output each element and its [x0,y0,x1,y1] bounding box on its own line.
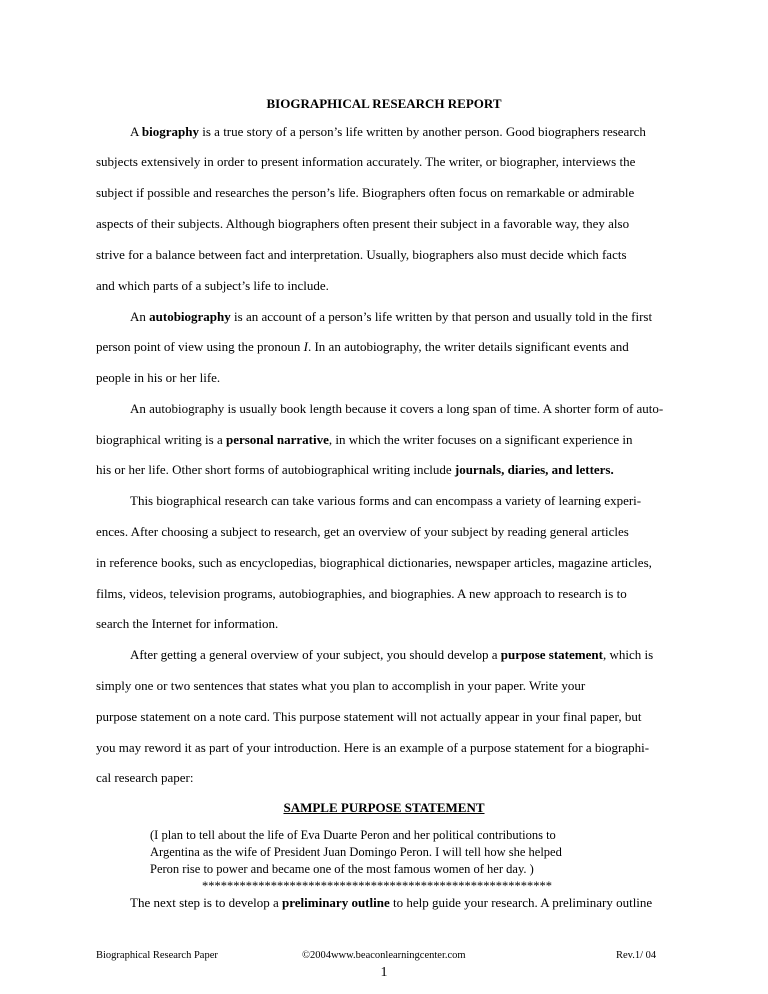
p5-line-3: purpose statement on a note card. This purpose statement will not actually appear in your final paper, but [96,709,642,724]
term-autobiography: autobiography [149,309,231,324]
text: A [130,124,142,139]
p3-line-2 [96,433,632,446]
p6-line-1 [130,896,652,909]
text: person point of view using the pronoun [96,339,304,354]
p1-line-6: and which parts of a subject’s life to include. [96,278,329,293]
p1-line-2: subjects extensively in order to present information accurately. The writer, or biographer, interviews the [96,154,636,169]
sample-line-1: (I plan to tell about the life of Eva Duarte Peron and her political contributions to [150,828,556,842]
p2-line-3: people in his or her life. [96,370,221,385]
p1-line-4: aspects of their subjects. Although biographers often present their subject in a favorable way, they also [96,216,630,231]
term-personal-narrative: personal narrative [225,432,329,447]
term-purpose-statement: purpose statement [500,647,603,662]
p2-line-2 [96,340,629,353]
text: is a true story of a person’s life written by another person. Good biographers research [199,124,646,139]
sample-line-3: Peron rise to power and became one of the most famous women of her day. ) [150,862,534,876]
text: to help guide your research. A preliminary outline [389,895,653,910]
p2-line-1 [130,310,652,323]
p1-line-3: subject if possible and researches the person’s life. Biographers often focus on remarkable or admirable [96,185,635,200]
p4-line-2: ences. After choosing a subject to research, get an overview of your subject by reading general articles [96,524,629,539]
p1-line-1 [130,125,646,138]
p5-line-2: simply one or two sentences that states what you plan to accomplish in your paper. Write your [96,678,586,693]
p5-line-4: you may reword it as part of your introduction. Here is an example of a purpose statement for a biographi- [96,740,650,755]
page-number: 1 [380,965,388,980]
text: , in which the writer focuses on a significant experience in [328,432,633,447]
text: After getting a general overview of your subject, you should develop a [130,647,501,662]
p4-line-3: in reference books, such as encyclopedias, biographical dictionaries, newspaper articles, magazine articles, [96,555,652,570]
document-title: BIOGRAPHICAL RESEARCH REPORT [266,96,502,111]
footer-right: Rev.1/ 04 [616,950,657,961]
text: . In an autobiography, the writer details significant events and [307,339,629,354]
footer-left: Biographical Research Paper [96,950,218,961]
term-biography: biography [141,124,199,139]
text: The next step is to develop a [130,895,282,910]
p1-line-5: strive for a balance between fact and interpretation. Usually, biographers also must decide which facts [96,247,627,262]
term-journals: journals, diaries, and letters. [454,462,614,477]
p3-line-3 [96,463,614,476]
p4-line-1: This biographical research can take various forms and can encompass a variety of learning experi- [130,493,642,508]
p5-line-1 [130,648,653,661]
sample-title: SAMPLE PURPOSE STATEMENT [283,800,485,815]
term-preliminary-outline: preliminary outline [282,895,390,910]
pronoun-i: I [303,339,308,354]
p3-line-1: An autobiography is usually book length because it covers a long span of time. A shorter form of auto- [130,401,664,416]
text: An [130,309,150,324]
separator-stars: ******************************************************** [202,879,552,893]
text: biographical writing is a [96,432,226,447]
p5-line-5: cal research paper: [96,770,194,785]
footer-center: ©2004www.beaconlearningcenter.com [302,950,466,961]
sample-line-2: Argentina as the wife of President Juan Domingo Peron. I will tell how she helped [150,845,562,859]
text: , which is [602,647,654,662]
text: is an account of a person’s life written by that person and usually told in the first [230,309,653,324]
text: his or her life. Other short forms of autobiographical writing include [96,462,455,477]
p4-line-5: search the Internet for information. [96,616,279,631]
p4-line-4: films, videos, television programs, autobiographies, and biographies. A new approach to research is to [96,586,627,601]
